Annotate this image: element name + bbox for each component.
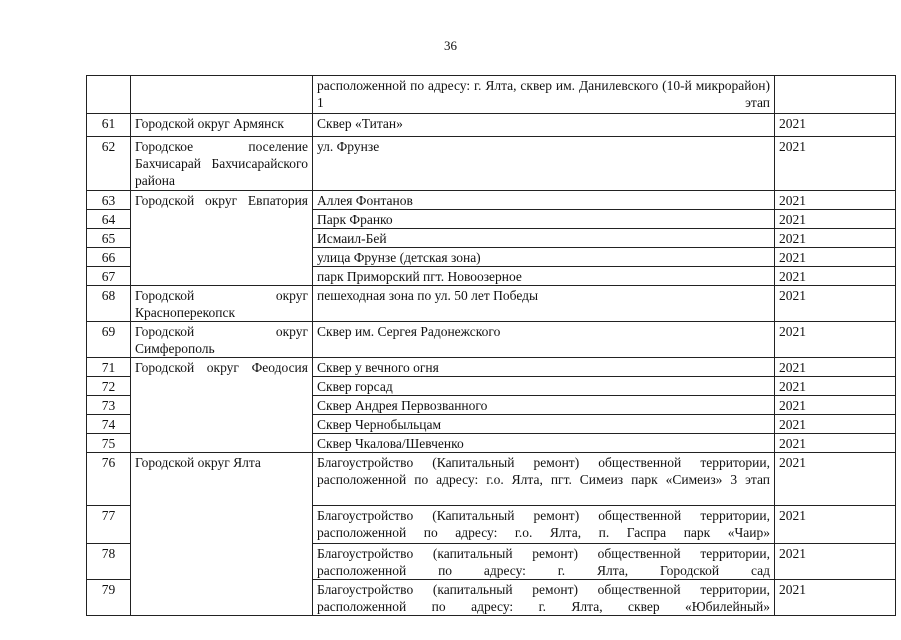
municipality-cell: Городской округ Ялта	[131, 453, 313, 616]
row-number: 61	[87, 114, 131, 137]
object-cell: Парк Франко	[313, 210, 775, 229]
year-cell: 2021	[775, 248, 896, 267]
row-number: 64	[87, 210, 131, 229]
year-cell: 2021	[775, 415, 896, 434]
municipality-cell: Городской округ Евпатория	[131, 191, 313, 286]
object-cell: Благоустройство (капитальный ремонт) общественной территории, расположенной по адресу: г. Ялта, Городской сад	[313, 544, 775, 580]
row-number: 74	[87, 415, 131, 434]
year-cell: 2021	[775, 580, 896, 616]
year-cell: 2021	[775, 210, 896, 229]
object-cell: Сквер Чернобыльцам	[313, 415, 775, 434]
year-cell: 2021	[775, 453, 896, 506]
year-cell: 2021	[775, 191, 896, 210]
municipality-cell	[131, 76, 313, 114]
year-cell: 2021	[775, 267, 896, 286]
table-row	[87, 322, 896, 358]
object-cell: расположенной по адресу: г. Ялта, сквер им. Данилевского (10-й микрорайон) 1 этап	[313, 76, 775, 114]
row-number: 72	[87, 377, 131, 396]
table-row	[87, 191, 896, 210]
object-cell: Благоустройство (Капитальный ремонт) общественной территории, расположенной по адресу: г.о. Ялта, п. Гаспра парк «Чаир»	[313, 506, 775, 544]
object-cell: Благоустройство (Капитальный ремонт) общественной территории, расположенной по адресу: г.о. Ялта, пгт. Симеиз парк «Симеиз» 3 этап	[313, 453, 775, 506]
table-row	[87, 453, 896, 506]
object-cell: Сквер горсад	[313, 377, 775, 396]
municipality-cell: Городское поселение Бахчисарай Бахчисарайского района	[131, 137, 313, 191]
year-cell: 2021	[775, 229, 896, 248]
objects-table	[86, 75, 896, 616]
table-row	[87, 114, 896, 137]
row-number: 73	[87, 396, 131, 415]
year-cell: 2021	[775, 506, 896, 544]
row-number	[87, 76, 131, 114]
year-cell: 2021	[775, 114, 896, 137]
page-number: 36	[444, 38, 457, 53]
year-cell: 2021	[775, 358, 896, 377]
table-row	[87, 137, 896, 191]
row-number: 62	[87, 137, 131, 191]
object-cell: Сквер им. Сергея Радонежского	[313, 322, 775, 358]
row-number: 71	[87, 358, 131, 377]
row-number: 66	[87, 248, 131, 267]
year-cell: 2021	[775, 137, 896, 191]
object-cell: Благоустройство (капитальный ремонт) общественной территории, расположенной по адресу: г. Ялта, сквер «Юбилейный»	[313, 580, 775, 616]
row-number: 77	[87, 506, 131, 544]
object-cell: ул. Фрунзе	[313, 137, 775, 191]
year-cell: 2021	[775, 544, 896, 580]
row-number: 68	[87, 286, 131, 322]
object-cell: парк Приморский пгт. Новоозерное	[313, 267, 775, 286]
row-number: 76	[87, 453, 131, 506]
municipality-cell: Городской округ Армянск	[131, 114, 313, 137]
row-number: 79	[87, 580, 131, 616]
object-cell: Сквер Чкалова/Шевченко	[313, 434, 775, 453]
municipality-cell: Городской округ Феодосия	[131, 358, 313, 453]
row-number: 75	[87, 434, 131, 453]
row-number: 78	[87, 544, 131, 580]
object-cell: Исмаил-Бей	[313, 229, 775, 248]
object-cell: пешеходная зона по ул. 50 лет Победы	[313, 286, 775, 322]
year-cell: 2021	[775, 396, 896, 415]
row-number: 63	[87, 191, 131, 210]
municipality-cell: Городской округ Красноперекопск	[131, 286, 313, 322]
year-cell: 2021	[775, 377, 896, 396]
object-cell: Сквер «Титан»	[313, 114, 775, 137]
table-row	[87, 358, 896, 377]
table-row	[87, 286, 896, 322]
object-cell: улица Фрунзе (детская зона)	[313, 248, 775, 267]
object-cell: Сквер Андрея Первозванного	[313, 396, 775, 415]
year-cell: 2021	[775, 286, 896, 322]
year-cell: 2021	[775, 322, 896, 358]
year-cell	[775, 76, 896, 114]
row-number: 69	[87, 322, 131, 358]
row-number: 67	[87, 267, 131, 286]
object-cell: Аллея Фонтанов	[313, 191, 775, 210]
table-row	[87, 76, 896, 114]
object-cell: Сквер у вечного огня	[313, 358, 775, 377]
year-cell: 2021	[775, 434, 896, 453]
municipality-cell: Городской округ Симферополь	[131, 322, 313, 358]
row-number: 65	[87, 229, 131, 248]
